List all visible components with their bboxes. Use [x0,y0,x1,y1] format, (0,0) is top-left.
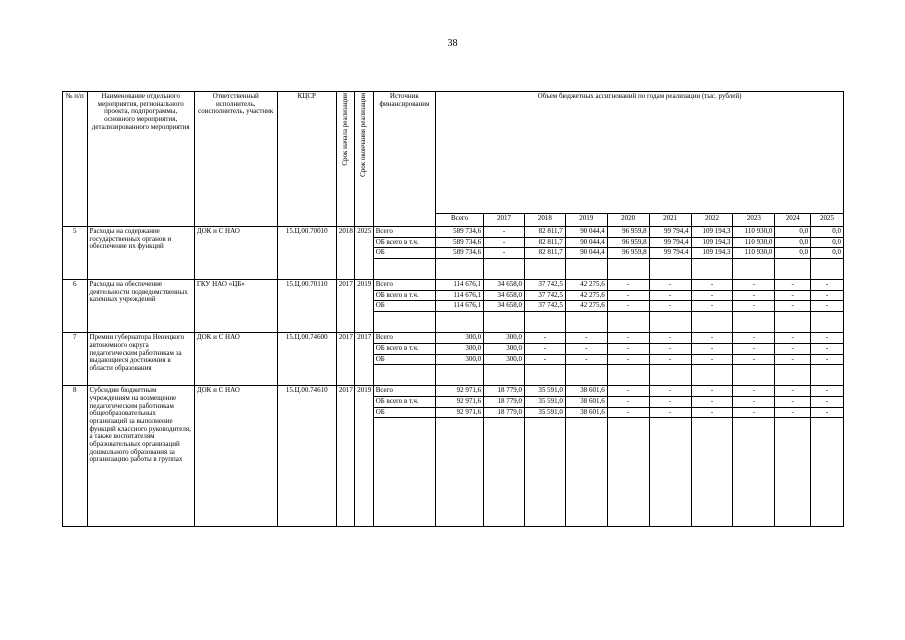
row-value: 34 658,0 [484,301,525,312]
row-value: 34 658,0 [484,290,525,301]
row-start: 2017 [336,386,354,527]
row-value: - [484,237,525,248]
row-value: - [649,333,691,344]
empty-cell [607,259,649,280]
row-value: - [811,343,844,354]
empty-cell [811,365,844,386]
row-value: - [607,301,649,312]
header-start-label: Срок начала реализации [340,93,349,166]
row-value: - [524,354,565,365]
row-value: - [775,280,811,291]
row-value: - [733,280,775,291]
row-kcsr: 15.Ц.00.74610 [277,386,336,527]
row-source: ОБ [373,301,435,312]
row-value: 38 601,6 [565,407,607,418]
empty-cell [691,312,733,333]
row-value: - [775,386,811,397]
row-end: 2019 [355,280,373,333]
row-value: 110 930,0 [733,248,775,259]
empty-cell [691,259,733,280]
row-value: - [524,343,565,354]
row-value: - [649,354,691,365]
row-value: - [733,301,775,312]
row-value: 18 779,0 [484,386,525,397]
empty-cell [565,418,607,527]
row-value: - [649,343,691,354]
row-source: ОБ всего в т.ч. [373,396,435,407]
row-value: - [649,290,691,301]
row-source: ОБ [373,248,435,259]
row-value: - [565,354,607,365]
row-num: 6 [63,280,88,333]
row-value: 99 794,4 [649,227,691,238]
row-value: 300,0 [436,343,484,354]
row-value: 0,0 [811,227,844,238]
empty-cell [775,418,811,527]
row-value: - [775,290,811,301]
empty-cell [484,312,525,333]
empty-cell [649,418,691,527]
row-value: - [565,343,607,354]
page-number: 38 [447,38,458,49]
empty-cell [484,259,525,280]
row-responsible: ГКУ НАО «ЦБ» [194,280,277,333]
budget-table [62,91,844,527]
row-kcsr: 15.Ц.00.70010 [277,227,336,280]
row-value: - [811,396,844,407]
row-value: 110 930,0 [733,227,775,238]
empty-cell [649,312,691,333]
row-value: - [691,396,733,407]
empty-cell [484,418,525,527]
row-value: - [733,386,775,397]
empty-cell [607,418,649,527]
row-value: - [691,290,733,301]
row-name: Расходы на содержание государственных органов и обеспечение их функций [87,227,194,280]
empty-cell [484,365,525,386]
empty-cell [436,365,484,386]
empty-cell [811,418,844,527]
row-value: - [484,248,525,259]
row-value: 0,0 [775,248,811,259]
row-value: 114 676,1 [436,280,484,291]
row-value: - [565,333,607,344]
empty-cell [436,418,484,527]
empty-cell [775,312,811,333]
row-value: 90 044,4 [565,237,607,248]
row-responsible: ДОК и С НАО [194,333,277,386]
empty-cell [524,365,565,386]
row-name: Субсидии бюджетным учреждениям на возмещение педагогическим работникам общеобразовательных организаций за выполнение функций классного руководителя, а также воспитателям образовательных организаций дошкольного образования за организацию работы в группах [87,386,194,527]
row-value: - [607,333,649,344]
row-value: - [775,333,811,344]
row-start: 2017 [336,280,354,333]
row-value: - [733,354,775,365]
row-value: - [733,396,775,407]
row-value: 300,0 [436,354,484,365]
row-value: 0,0 [811,237,844,248]
row-value: - [811,301,844,312]
row-value: 37 742,5 [524,280,565,291]
row-value: - [691,301,733,312]
row-value: - [733,333,775,344]
row-value: 42 275,6 [565,280,607,291]
empty-cell [373,259,435,280]
row-kcsr: 15.Ц.00.74600 [277,333,336,386]
row-end: 2017 [355,333,373,386]
row-value: 35 591,0 [524,407,565,418]
row-value: - [691,354,733,365]
row-value: - [775,354,811,365]
row-value: - [811,333,844,344]
empty-cell [607,312,649,333]
empty-cell [691,365,733,386]
empty-cell [649,259,691,280]
row-source: ОБ [373,354,435,365]
empty-cell [436,259,484,280]
empty-cell [775,259,811,280]
row-value: - [607,386,649,397]
row-name: Премии губернатора Ненецкого автономного округа педагогическим работникам за выдающиеся достижения в области образования [87,333,194,386]
row-value: - [691,280,733,291]
table-body [63,227,844,527]
row-value: - [649,396,691,407]
row-value: 114 676,1 [436,290,484,301]
header-year: 2018 [524,214,565,227]
empty-cell [524,259,565,280]
row-value: 38 601,6 [565,396,607,407]
empty-cell [524,418,565,527]
table-row [63,386,844,397]
empty-cell [565,259,607,280]
header-volume: Объем бюджетных ассигнований по годам реализации (тыс. рублей) [436,92,844,214]
row-value: 18 779,0 [484,396,525,407]
row-value: 90 044,4 [565,248,607,259]
row-value: 300,0 [484,343,525,354]
row-end: 2019 [355,386,373,527]
row-value: - [775,301,811,312]
empty-cell [733,312,775,333]
row-num: 7 [63,333,88,386]
row-value: - [811,280,844,291]
row-value: 300,0 [484,333,525,344]
row-source: Всего [373,333,435,344]
row-value: 90 044,4 [565,227,607,238]
header-year: 2020 [607,214,649,227]
header-name: Наименование отдельного мероприятия, регионального проекта, подпрограммы, основного мероприятия, детализированного мероприятия [87,92,194,227]
header-year: 2025 [811,214,844,227]
empty-cell [565,365,607,386]
empty-cell [691,418,733,527]
table-row [63,333,844,344]
row-value: 42 275,6 [565,301,607,312]
row-source: ОБ всего в т.ч. [373,290,435,301]
row-value: 0,0 [775,237,811,248]
row-value: 82 811,7 [524,237,565,248]
row-source: ОБ всего в т.ч. [373,343,435,354]
row-value: - [811,290,844,301]
header-kcsr: КЦСР [277,92,336,227]
row-source: ОБ всего в т.ч. [373,237,435,248]
row-value: - [607,396,649,407]
row-value: - [607,290,649,301]
row-value: 0,0 [811,248,844,259]
row-value: - [649,386,691,397]
empty-cell [733,418,775,527]
row-value: 110 930,0 [733,237,775,248]
row-num: 8 [63,386,88,527]
row-value: - [649,280,691,291]
row-value: 82 811,7 [524,248,565,259]
row-value: 99 794,4 [649,248,691,259]
row-value: 82 811,7 [524,227,565,238]
row-value: - [775,343,811,354]
row-value: 35 591,0 [524,396,565,407]
row-value: 109 194,3 [691,237,733,248]
header-end [355,92,373,227]
header-year: 2019 [565,214,607,227]
empty-cell [733,259,775,280]
row-value: - [607,407,649,418]
row-value: 96 959,8 [607,237,649,248]
row-value: 96 959,8 [607,248,649,259]
table-header [63,92,844,227]
row-value: 37 742,5 [524,290,565,301]
row-kcsr: 15.Ц.00.70110 [277,280,336,333]
header-year: Всего [436,214,484,227]
row-value: - [649,407,691,418]
empty-cell [373,418,435,527]
row-num: 5 [63,227,88,280]
row-value: 96 959,8 [607,227,649,238]
empty-cell [733,365,775,386]
row-name: Расходы на обеспечение деятельности подведомственных казенных учреждений [87,280,194,333]
row-value: - [649,301,691,312]
row-source: ОБ [373,407,435,418]
row-source: Всего [373,386,435,397]
row-value: - [484,227,525,238]
empty-cell [436,312,484,333]
header-year: 2023 [733,214,775,227]
table-row [63,227,844,238]
row-value: 300,0 [484,354,525,365]
table-row [63,280,844,291]
empty-cell [565,312,607,333]
row-value: - [733,343,775,354]
row-value: - [691,386,733,397]
row-source: Всего [373,227,435,238]
row-value: - [607,280,649,291]
row-value: 300,0 [436,333,484,344]
row-value: - [775,407,811,418]
row-end: 2025 [355,227,373,280]
header-year: 2021 [649,214,691,227]
row-start: 2018 [336,227,354,280]
row-value: 42 275,6 [565,290,607,301]
row-value: 92 971,6 [436,396,484,407]
row-value: 92 971,6 [436,386,484,397]
row-responsible: ДОК и С НАО [194,227,277,280]
row-value: - [691,407,733,418]
row-value: - [811,386,844,397]
row-value: 99 794,4 [649,237,691,248]
row-value: - [811,354,844,365]
row-value: 109 194,3 [691,248,733,259]
row-value: - [691,333,733,344]
row-value: 38 601,6 [565,386,607,397]
row-value: - [733,290,775,301]
empty-cell [607,365,649,386]
row-value: 37 742,5 [524,301,565,312]
row-value: - [607,343,649,354]
row-responsible: ДОК и С НАО [194,386,277,527]
header-end-label: Срок окончания реализации [359,93,368,177]
empty-cell [373,365,435,386]
row-value: - [733,407,775,418]
row-start: 2017 [336,333,354,386]
header-year: 2024 [775,214,811,227]
empty-cell [811,312,844,333]
header-start [336,92,354,227]
row-value: - [524,333,565,344]
row-value: 589 734,6 [436,237,484,248]
header-year: 2022 [691,214,733,227]
empty-cell [649,365,691,386]
row-value: 589 734,6 [436,248,484,259]
row-source: Всего [373,280,435,291]
row-value: 35 591,0 [524,386,565,397]
row-value: 109 194,3 [691,227,733,238]
empty-cell [811,259,844,280]
header-source: Источник финансирования [373,92,435,227]
row-value: 92 971,6 [436,407,484,418]
row-value: 34 658,0 [484,280,525,291]
row-value: 589 734,6 [436,227,484,238]
row-value: - [691,343,733,354]
empty-cell [524,312,565,333]
header-num: № п/п [63,92,88,227]
row-value: - [607,354,649,365]
empty-cell [775,365,811,386]
empty-cell [373,312,435,333]
header-responsible: Ответственный исполнитель, соисполнитель, участник [194,92,277,227]
row-value: 114 676,1 [436,301,484,312]
header-year: 2017 [484,214,525,227]
row-value: - [811,407,844,418]
row-value: 18 779,0 [484,407,525,418]
row-value: 0,0 [775,227,811,238]
row-value: - [775,396,811,407]
